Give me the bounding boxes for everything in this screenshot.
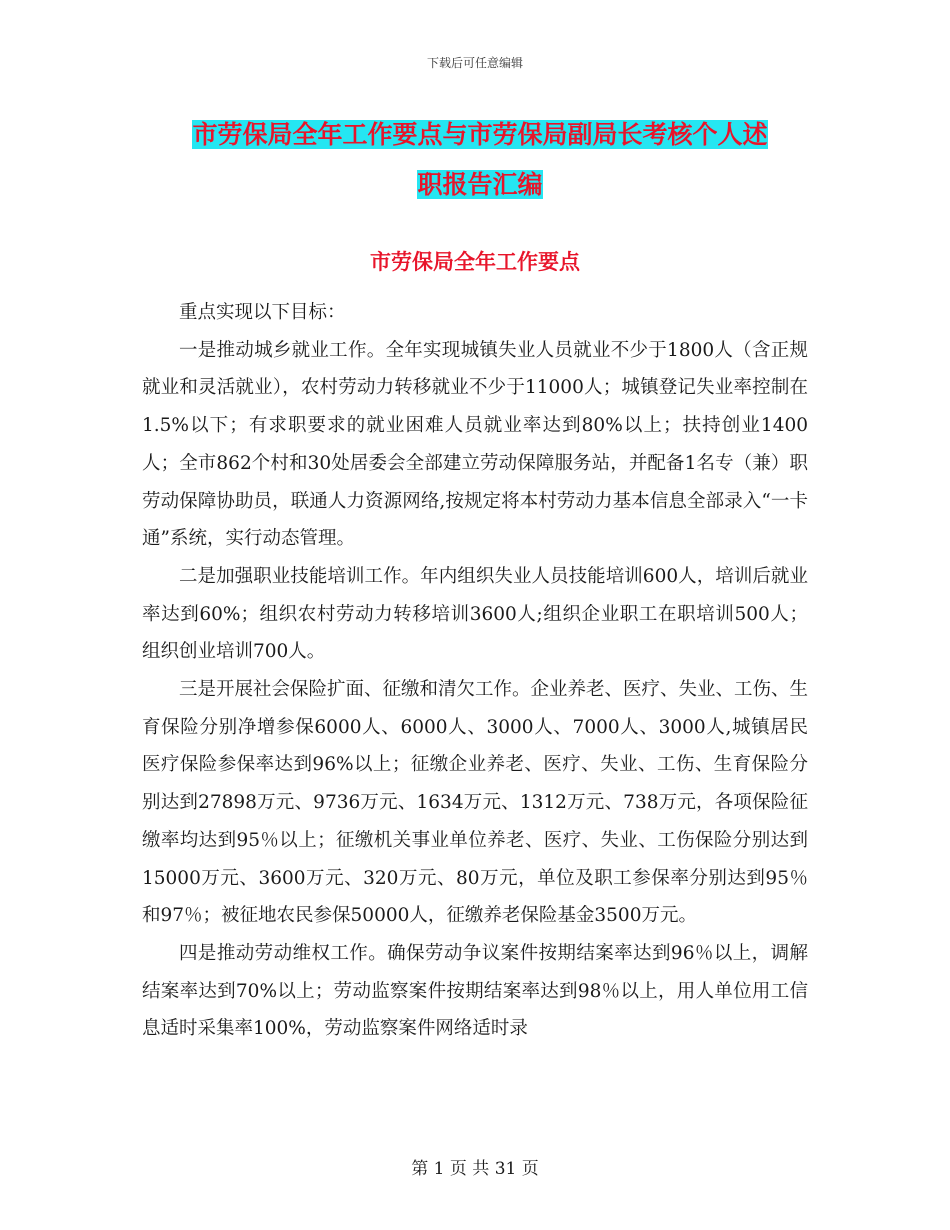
paragraph: 二是加强职业技能培训工作。年内组织失业人员技能培训600人，培训后就业率达到60%；组织农村劳动力转移培训3600人;组织企业职工在职培训500人；组织创业培训700人。	[142, 565, 808, 663]
paragraph: 四是推动劳动维权工作。确保劳动争议案件按期结案率达到96％以上，调解结案率达到70%以上；劳动监察案件按期结案率达到98％以上，用人单位用工信息适时采集率100%，劳动监察案件网络适时录	[142, 942, 808, 1040]
document-title-line-2: 职报告汇编	[417, 170, 543, 199]
body-text	[142, 294, 808, 1048]
page-footer: 第 1 页 共 31 页	[411, 1159, 539, 1179]
header-note: 下载后可任意编辑	[426, 56, 523, 70]
document-title	[145, 110, 815, 210]
section-title: 市劳保局全年工作要点	[370, 250, 580, 274]
paragraph: 重点实现以下目标：	[179, 302, 346, 323]
document-title-line-1: 市劳保局全年工作要点与市劳保局副局长考核个人述	[192, 120, 768, 149]
paragraph: 一是推动城乡就业工作。全年实现城镇失业人员就业不少于1800人（含正规就业和灵活就业），农村劳动力转移就业不少于11000人；城镇登记失业率控制在1.5%以下；有求职要求的就业困难人员就业率达到80%以上；扶持创业1400人；全市862个村和30处居委会全部建立劳动保障服务站，并配备1名专（兼）职劳动保障协助员，联通人力资源网络,按规定将本村劳动力基本信息全部录入“一卡通”系统，实行动态管理。	[142, 339, 808, 550]
paragraph: 三是开展社会保险扩面、征缴和清欠工作。企业养老、医疗、失业、工伤、生育保险分别净增参保6000人、6000人、3000人、7000人、3000人,城镇居民医疗保险参保率达到96%以上；征缴企业养老、医疗、失业、工伤、生育保险分别达到27898万元、9736万元、1634万元、1312万元、738万元，各项保险征缴率均达到95％以上；征缴机关事业单位养老、医疗、失业、工伤保险分别达到15000万元、3600万元、320万元、80万元，单位及职工参保率分别达到95％和97％；被征地农民参保50000人，征缴养老保险基金3500万元。	[142, 679, 809, 927]
